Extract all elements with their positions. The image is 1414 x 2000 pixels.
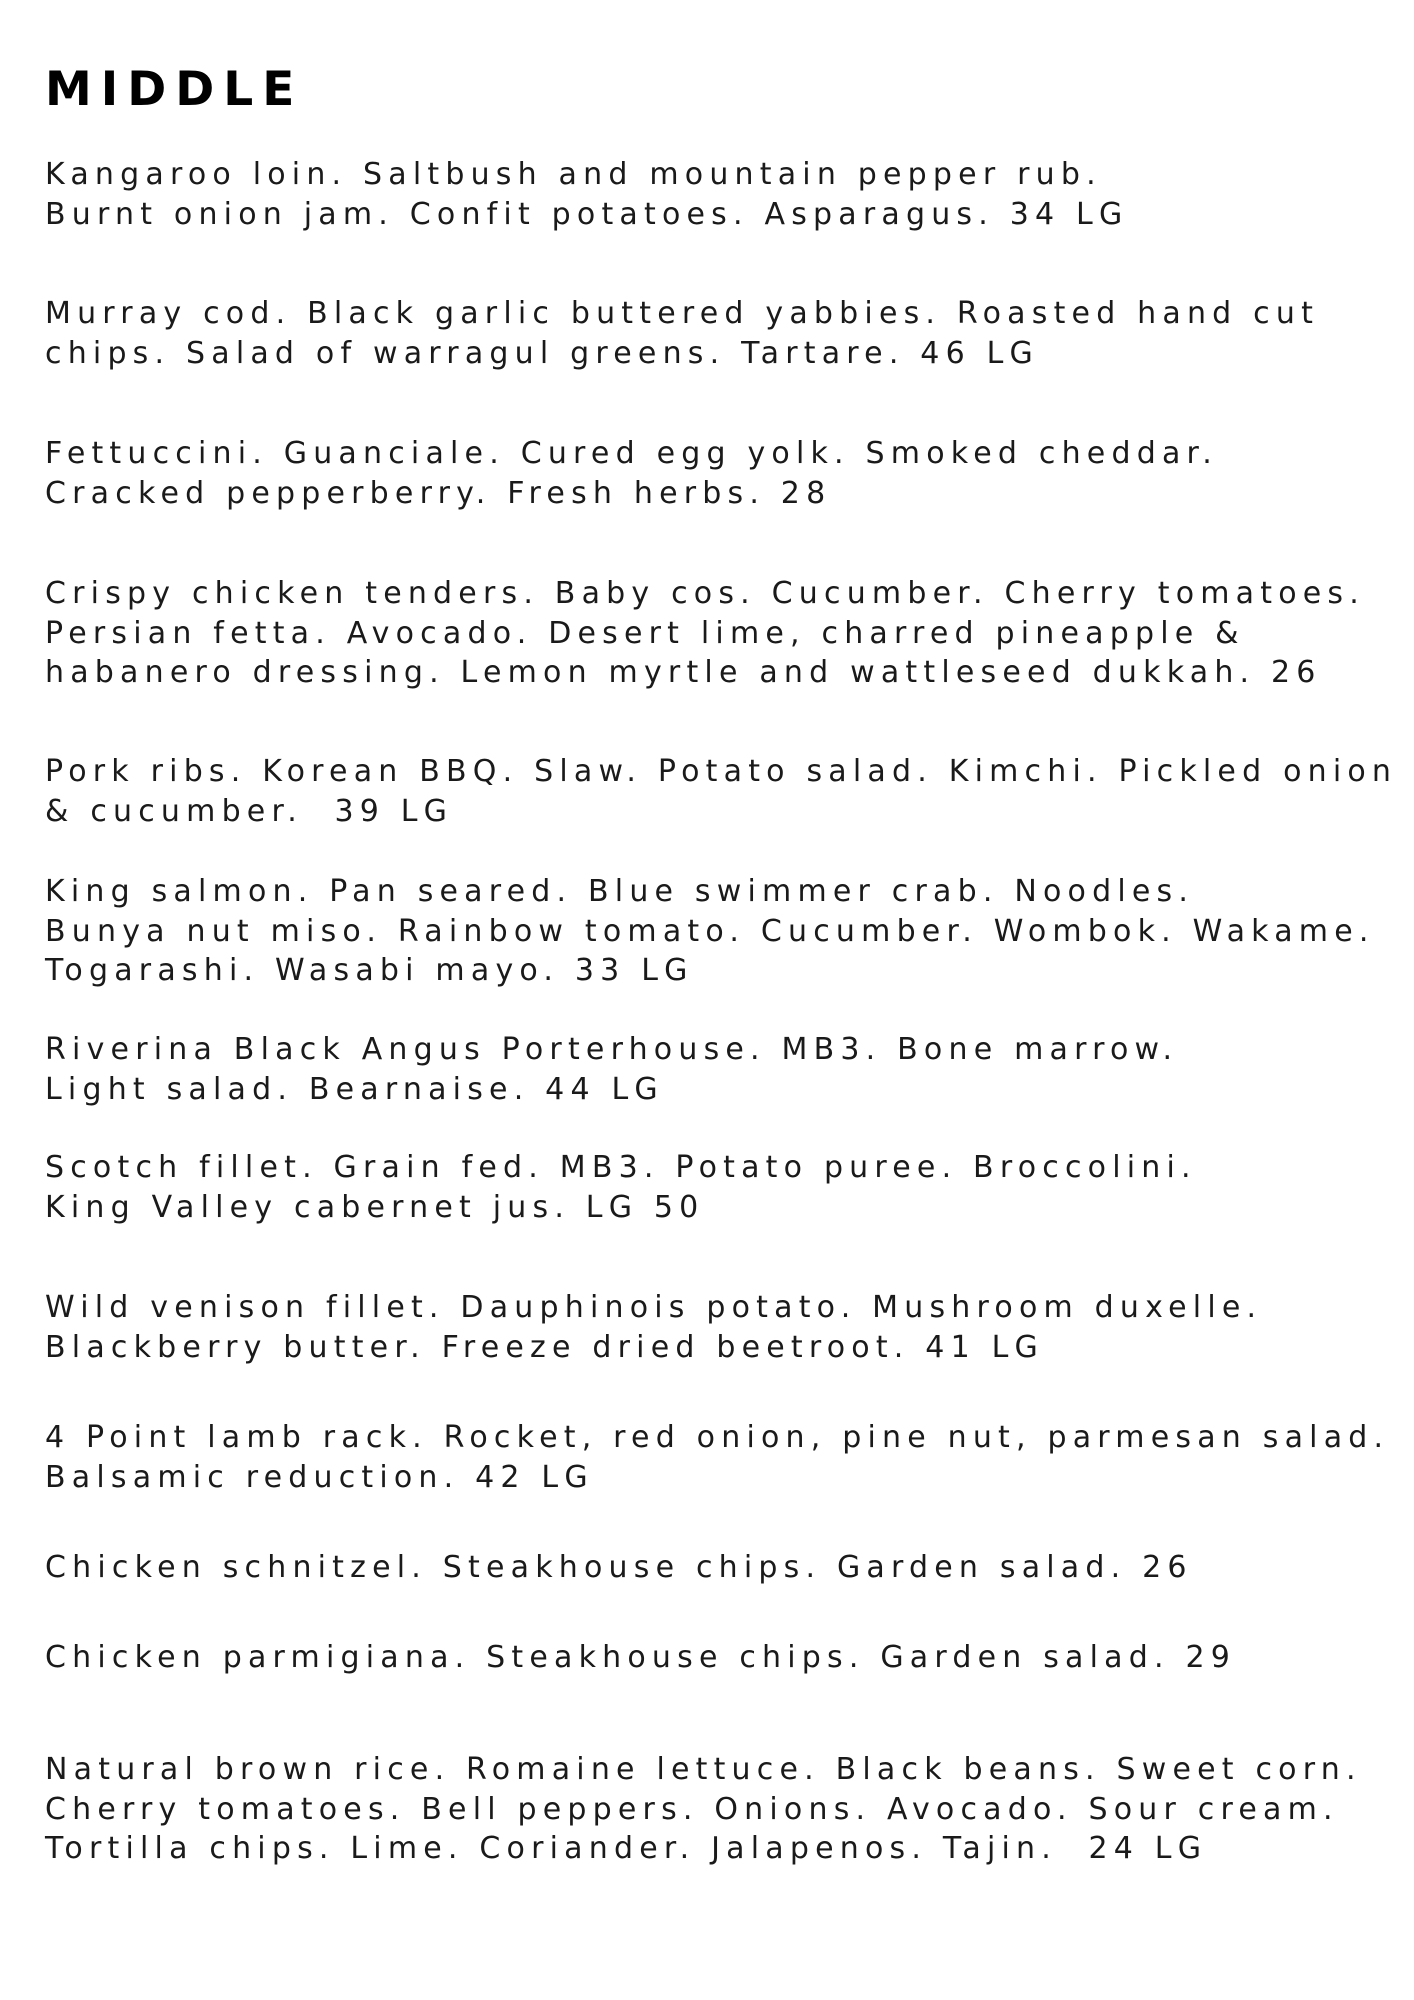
menu-item-chicken-schnitzel bbox=[45, 1548, 1405, 1588]
menu-item-line: Riverina Black Angus Porterhouse. MB3. Bone marrow. bbox=[45, 1032, 1179, 1067]
menu-item-line: King salmon. Pan seared. Blue swimmer crab. Noodles. bbox=[45, 874, 1195, 909]
menu-item-line: King Valley cabernet jus. LG 50 bbox=[45, 1189, 705, 1225]
menu-item-burrito-bowl bbox=[45, 1750, 1405, 1869]
menu-item-line: chips. Salad of warragul greens. Tartare. 46 LG bbox=[45, 335, 1039, 371]
menu-item-line: Tortilla chips. Lime. Coriander. Jalapenos. Tajin. 24 LG bbox=[45, 1831, 1208, 1866]
menu-item-line: Togarashi. Wasabi mayo. 33 LG bbox=[45, 953, 694, 988]
menu-item-chicken-tenders bbox=[45, 574, 1405, 693]
menu-item-line: Burnt onion jam. Confit potatoes. Asparagus. 34 LG bbox=[45, 196, 1129, 232]
menu-item-line: Natural brown rice. Romaine lettuce. Black beans. Sweet corn. bbox=[45, 1752, 1362, 1787]
menu-item-line: Chicken parmigiana. Steakhouse chips. Garden salad. 29 bbox=[45, 1640, 1237, 1675]
menu-item-line: Bunya nut miso. Rainbow tomato. Cucumber. Wombok. Wakame. bbox=[45, 913, 1375, 949]
menu-item-venison-fillet bbox=[45, 1288, 1405, 1367]
menu-item-line: Blackberry butter. Freeze dried beetroot. 41 LG bbox=[45, 1329, 1044, 1365]
menu-item-line: & cucumber. 39 LG bbox=[45, 793, 454, 829]
menu-item-porterhouse bbox=[45, 1030, 1405, 1109]
menu-item-line: Light salad. Bearnaise. 44 LG bbox=[45, 1071, 664, 1107]
menu-item-line: Persian fetta. Avocado. Desert lime, charred pineapple & bbox=[45, 615, 1245, 651]
menu-item-line: Kangaroo loin. Saltbush and mountain pepper rub. bbox=[45, 157, 1102, 192]
menu-item-lamb-rack bbox=[45, 1418, 1405, 1497]
menu-item-line: Cherry tomatoes. Bell peppers. Onions. Avocado. Sour cream. bbox=[45, 1791, 1339, 1827]
menu-item-line: Scotch fillet. Grain fed. MB3. Potato puree. Broccolini. bbox=[45, 1150, 1197, 1185]
menu-item-pork-ribs bbox=[45, 752, 1405, 831]
menu-item-line: Balsamic reduction. 42 LG bbox=[45, 1459, 594, 1495]
menu-item-murray-cod bbox=[45, 294, 1405, 373]
menu-item-line: Murray cod. Black garlic buttered yabbies. Roasted hand cut bbox=[45, 296, 1320, 331]
menu-item-chicken-parmigiana bbox=[45, 1638, 1405, 1678]
menu-item-line: habanero dressing. Lemon myrtle and wattleseed dukkah. 26 bbox=[45, 655, 1322, 690]
menu-item-fettuccini bbox=[45, 434, 1405, 513]
menu-item-scotch-fillet bbox=[45, 1148, 1405, 1227]
menu-item-line: 4 Point lamb rack. Rocket, red onion, pine nut, parmesan salad. bbox=[45, 1420, 1390, 1455]
menu-item-king-salmon bbox=[45, 872, 1405, 991]
menu-item-line: Wild venison fillet. Dauphinois potato. Mushroom duxelle. bbox=[45, 1290, 1263, 1325]
menu-item-line: Pork ribs. Korean BBQ. Slaw. Potato salad. Kimchi. Pickled onion bbox=[45, 754, 1398, 789]
menu-item-kangaroo-loin bbox=[45, 155, 1405, 234]
menu-item-line: Cracked pepperberry. Fresh herbs. 28 bbox=[45, 475, 832, 511]
menu-item-line: Fettuccini. Guanciale. Cured egg yolk. Smoked cheddar. bbox=[45, 436, 1219, 471]
menu-item-line: Crispy chicken tenders. Baby cos. Cucumber. Cherry tomatoes. bbox=[45, 576, 1366, 611]
menu-item-line: Chicken schnitzel. Steakhouse chips. Garden salad. 26 bbox=[45, 1550, 1193, 1585]
section-heading: MIDDLE bbox=[45, 62, 304, 117]
